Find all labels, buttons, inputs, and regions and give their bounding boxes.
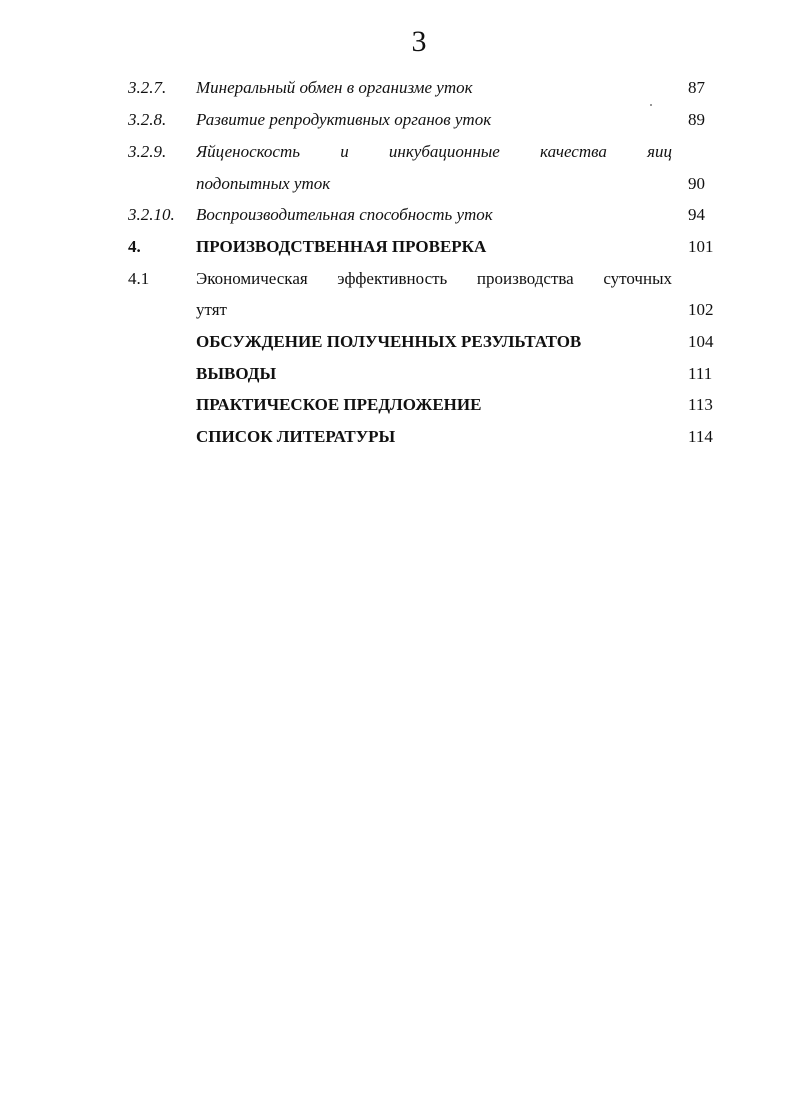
toc-entry-3-2-10 bbox=[0, 199, 799, 230]
toc-entry-references bbox=[0, 421, 799, 452]
toc-entry-title: Яйценоскость и инкубационные качества яиц bbox=[196, 142, 672, 161]
toc-entry-conclusions bbox=[0, 358, 799, 389]
toc-entry-title-continuation: подопытных уток bbox=[196, 174, 331, 193]
toc-entry-number: 3.2.10. bbox=[128, 205, 175, 224]
toc-entry-page: 113 bbox=[688, 395, 713, 414]
toc-entry-title: Минеральный обмен в организме уток bbox=[196, 78, 473, 97]
toc-entry-number: 3.2.8. bbox=[128, 110, 167, 129]
toc-entry-page: 89 bbox=[688, 110, 705, 129]
toc-entry-number: 3.2.9. bbox=[128, 142, 167, 161]
toc-entry-4-1 bbox=[0, 263, 799, 294]
page-number: 3 bbox=[411, 25, 427, 58]
toc-entry-title: Воспроизводительная способность уток bbox=[196, 205, 493, 224]
toc-entry-page: 114 bbox=[688, 427, 713, 446]
toc-entry-title: ОБСУЖДЕНИЕ ПОЛУЧЕННЫХ РЕЗУЛЬТАТОВ bbox=[196, 332, 582, 351]
toc-entry-4-1-continued bbox=[0, 294, 799, 325]
toc-entry-title: Экономическая эффективность производства суточных bbox=[196, 269, 672, 288]
toc-entry-title: ПРАКТИЧЕСКОЕ ПРЕДЛОЖЕНИЕ bbox=[196, 395, 482, 414]
toc-entry-page: 90 bbox=[688, 174, 705, 193]
toc-entry-page: 87 bbox=[688, 78, 705, 97]
toc-entry-page: 102 bbox=[688, 300, 714, 319]
toc-entry-3-2-7 bbox=[0, 72, 799, 103]
toc-entry-title: ВЫВОДЫ bbox=[196, 364, 277, 383]
toc-entry-discussion bbox=[0, 326, 799, 357]
toc-entry-3-2-9-continued bbox=[0, 168, 799, 199]
toc-entry-page: 94 bbox=[688, 205, 705, 224]
toc-entry-title: СПИСОК ЛИТЕРАТУРЫ bbox=[196, 427, 396, 446]
toc-entry-title: ПРОИЗВОДСТВЕННАЯ ПРОВЕРКА bbox=[196, 237, 487, 256]
toc-entry-number: 4.1 bbox=[128, 269, 150, 288]
toc-entry-3-2-8 bbox=[0, 104, 799, 135]
toc-entry-title-continuation: утят bbox=[196, 300, 227, 319]
toc-entry-page: 104 bbox=[688, 332, 714, 351]
toc-entry-number: 4. bbox=[128, 237, 141, 256]
toc-entry-4 bbox=[0, 231, 799, 262]
toc-entry-3-2-9 bbox=[0, 136, 799, 167]
toc-entry-practical-proposal bbox=[0, 389, 799, 420]
toc-entry-title: Развитие репродуктивных органов уток bbox=[196, 110, 492, 129]
toc-entry-page: 111 bbox=[688, 364, 713, 383]
toc-entry-page: 101 bbox=[688, 237, 714, 256]
toc-entry-number: 3.2.7. bbox=[128, 78, 167, 97]
